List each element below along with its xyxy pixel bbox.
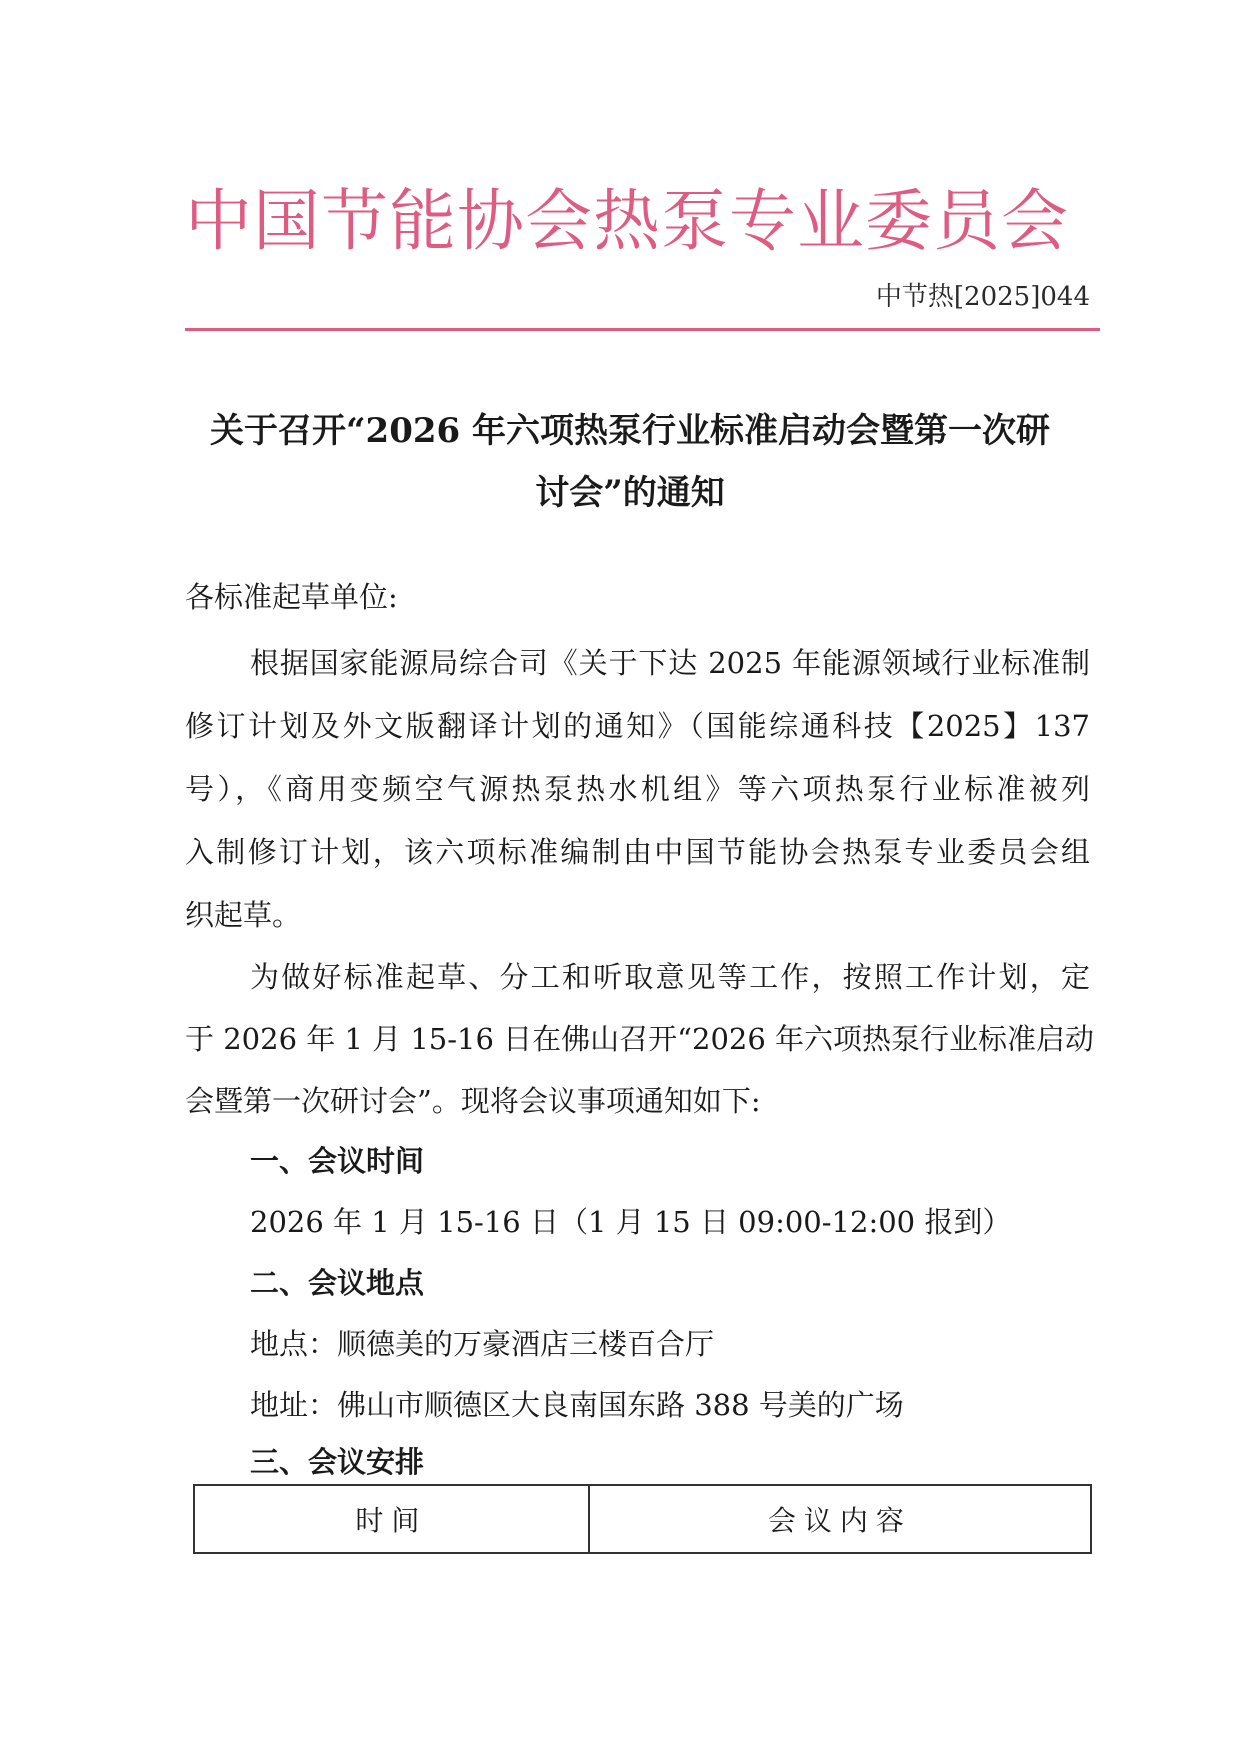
- title-line-1: 关于召开“2026 年六项热泵行业标准启动会暨第一次研: [209, 411, 1051, 451]
- salutation: 各标准起草单位:: [185, 580, 398, 614]
- meeting-place: 地点：顺德美的万豪酒店三楼百合厅: [250, 1327, 715, 1361]
- paragraph1-line: 号），《商用变频空气源热泵热水机组》等六项热泵行业标准被列: [185, 772, 1090, 806]
- section-heading-time: 一、会议时间: [250, 1144, 425, 1178]
- schedule-table: [193, 1484, 1092, 1554]
- paragraph1-line: 织起草。: [185, 898, 302, 932]
- paragraph1-line: 入制修订计划，该六项标准编制由中国节能协会热泵专业委员会组: [185, 835, 1090, 869]
- paragraph1-line: 修订计划及外文版翻译计划的通知》（国能综通科技【2025】137: [185, 709, 1090, 743]
- paragraph2-line: 于 2026 年 1 月 15-16 日在佛山召开“2026 年六项热泵行业标准启动: [185, 1022, 1095, 1056]
- meeting-time: 2026 年 1 月 15-16 日（1 月 15 日 09:00-12:00 报到）: [250, 1205, 1012, 1239]
- paragraph1-line: 根据国家能源局综合司《关于下达 2025 年能源领域行业标准制: [250, 646, 1090, 680]
- title-line-2: 讨会”的通知: [535, 473, 725, 513]
- document-title: [170, 400, 1090, 524]
- table-header-content: 会议内容: [589, 1485, 1091, 1553]
- header-divider: [185, 328, 1100, 331]
- section-heading-schedule: 三、会议安排: [250, 1445, 425, 1479]
- table-header-time: 时间: [194, 1485, 589, 1553]
- paragraph2-line: 为做好标准起草、分工和听取意见等工作，按照工作计划，定: [250, 960, 1090, 994]
- paragraph2-line: 会暨第一次研讨会”。现将会议事项通知如下:: [185, 1084, 761, 1118]
- section-heading-venue: 二、会议地点: [250, 1266, 425, 1300]
- document-number: 中节热[2025]044: [875, 282, 1090, 312]
- meeting-address: 地址：佛山市顺德区大良南国东路 388 号美的广场: [250, 1388, 904, 1422]
- table-header-row: [194, 1485, 1091, 1553]
- organization-masthead: 中国节能协会热泵专业委员会: [185, 182, 1069, 260]
